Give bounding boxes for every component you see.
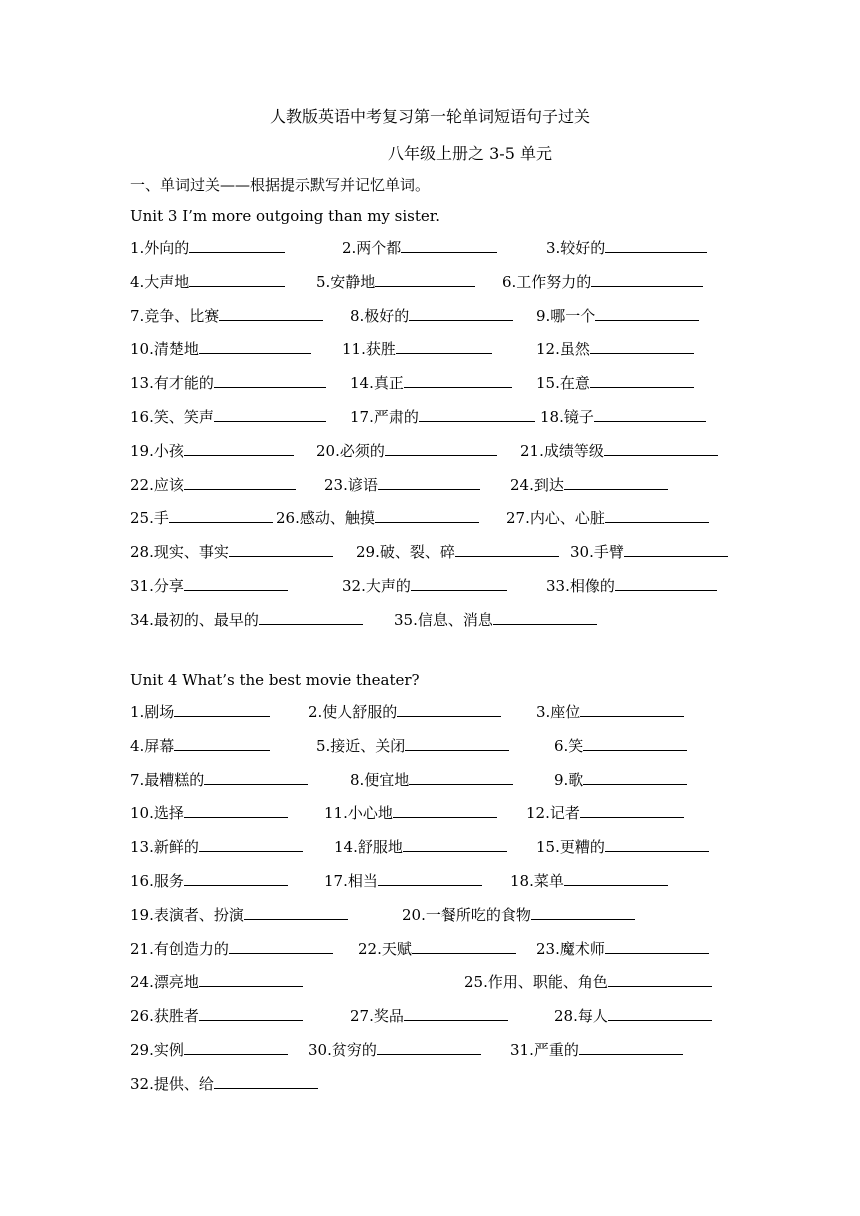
answer-blank[interactable]: [608, 971, 712, 987]
answer-blank[interactable]: [579, 1039, 683, 1055]
answer-blank[interactable]: [199, 1005, 303, 1021]
answer-blank[interactable]: [199, 338, 311, 354]
word-prompt: 7.竞争、比赛: [130, 306, 220, 325]
word-item: [570, 541, 728, 562]
word-prompt: 34.最初的、最早的: [130, 610, 259, 629]
word-item: [554, 735, 687, 756]
word-prompt: 16.服务: [130, 872, 184, 890]
word-item: [130, 769, 308, 790]
word-prompt: 17.相当: [324, 872, 378, 890]
word-item: [130, 1039, 288, 1060]
word-prompt: 4.大声地: [130, 272, 190, 291]
word-item: [316, 440, 497, 461]
answer-blank[interactable]: [419, 406, 535, 422]
word-item: [536, 701, 684, 722]
answer-blank[interactable]: [259, 609, 363, 625]
word-item: [350, 305, 513, 326]
word-prompt: 23.谚语: [324, 475, 378, 494]
word-prompt: 15.更糟的: [536, 838, 605, 857]
answer-blank[interactable]: [174, 701, 270, 717]
word-item: [356, 541, 559, 562]
answer-blank[interactable]: [404, 1005, 508, 1021]
word-prompt: 19.小孩: [130, 441, 184, 460]
answer-blank[interactable]: [605, 507, 709, 523]
word-item: [130, 870, 288, 891]
answer-blank[interactable]: [184, 575, 288, 591]
answer-blank[interactable]: [199, 971, 303, 987]
word-item: [520, 440, 718, 461]
word-prompt: 28.现实、事实: [130, 543, 229, 562]
word-item: [130, 701, 270, 722]
word-prompt: 25.作用、职能、角色: [464, 973, 608, 992]
word-item: [130, 541, 333, 562]
word-item: [324, 802, 497, 823]
word-prompt: 29.破、裂、碎: [356, 543, 455, 562]
word-item: [130, 575, 288, 596]
answer-blank[interactable]: [375, 271, 475, 287]
word-prompt: 32.大声的: [342, 577, 411, 595]
word-prompt: 17.严肃的: [350, 408, 419, 426]
word-prompt: 22.应该: [130, 475, 184, 494]
word-prompt: 31.分享: [130, 577, 184, 595]
word-prompt: 24.到达: [510, 475, 564, 494]
word-prompt: 6.笑: [554, 736, 584, 755]
word-prompt: 10.选择: [130, 804, 184, 823]
word-prompt: 5.接近、关闭: [316, 736, 406, 755]
word-prompt: 16.笑、笑声: [130, 408, 214, 426]
word-item: [130, 440, 294, 461]
word-prompt: 20.一餐所吃的食物: [402, 905, 531, 924]
word-item: [130, 1005, 303, 1026]
word-prompt: 22.天赋: [358, 939, 412, 958]
answer-blank[interactable]: [204, 769, 308, 785]
word-prompt: 5.安静地: [316, 272, 376, 291]
word-item: [510, 474, 668, 495]
word-item: [130, 372, 326, 393]
word-item: [130, 237, 285, 258]
word-prompt: 11.获胜: [342, 340, 396, 359]
answer-blank[interactable]: [403, 836, 507, 852]
word-item: [130, 938, 333, 959]
answer-blank[interactable]: [378, 870, 482, 886]
answer-blank[interactable]: [583, 735, 687, 751]
word-item: [546, 237, 707, 258]
answer-blank[interactable]: [615, 575, 717, 591]
word-item: [130, 735, 270, 756]
answer-blank[interactable]: [229, 541, 333, 557]
word-item: [342, 338, 492, 359]
word-prompt: 30.手臂: [570, 543, 624, 562]
word-prompt: 33.相像的: [546, 577, 615, 595]
answer-blank[interactable]: [605, 237, 707, 253]
word-item: [316, 735, 509, 756]
word-item: [342, 575, 507, 596]
answer-blank[interactable]: [605, 938, 709, 954]
word-item: [308, 1039, 481, 1060]
word-item: [358, 938, 516, 959]
word-prompt: 2.使人舒服的: [308, 703, 398, 721]
word-item: [130, 904, 348, 925]
word-prompt: 21.成绩等级: [520, 441, 604, 460]
word-prompt: 6.工作努力的: [502, 272, 592, 291]
word-prompt: 29.实例: [130, 1041, 184, 1059]
answer-blank[interactable]: [580, 701, 684, 717]
answer-blank[interactable]: [583, 769, 687, 785]
word-item: [526, 802, 684, 823]
answer-blank[interactable]: [564, 870, 668, 886]
answer-blank[interactable]: [594, 406, 706, 422]
word-item: [130, 609, 363, 630]
answer-blank[interactable]: [531, 904, 635, 920]
answer-blank[interactable]: [377, 1039, 481, 1055]
unit3-heading: Unit 3 I’m more outgoing than my sister.: [130, 207, 441, 225]
word-prompt: 14.真正: [350, 374, 404, 393]
word-item: [316, 271, 475, 292]
answer-blank[interactable]: [174, 735, 270, 751]
word-item: [536, 338, 694, 359]
answer-blank[interactable]: [590, 338, 694, 354]
word-item: [536, 305, 699, 326]
answer-blank[interactable]: [378, 474, 480, 490]
word-prompt: 18.菜单: [510, 872, 564, 890]
word-prompt: 12.虽然: [536, 340, 590, 359]
answer-blank[interactable]: [184, 440, 294, 456]
answer-blank[interactable]: [169, 507, 273, 523]
word-item: [130, 305, 323, 326]
answer-blank[interactable]: [604, 440, 718, 456]
word-item: [502, 271, 703, 292]
answer-blank[interactable]: [375, 507, 479, 523]
word-prompt: 30.贫穷的: [308, 1041, 377, 1059]
word-prompt: 2.两个都: [342, 239, 402, 257]
answer-blank[interactable]: [184, 870, 288, 886]
word-prompt: 21.有创造力的: [130, 939, 229, 958]
word-item: [464, 971, 712, 992]
word-prompt: 3.较好的: [546, 239, 606, 257]
word-item: [342, 237, 497, 258]
answer-blank[interactable]: [624, 541, 728, 557]
word-prompt: 32.提供、给: [130, 1074, 214, 1093]
word-prompt: 3.座位: [536, 703, 581, 721]
answer-blank[interactable]: [385, 440, 497, 456]
answer-blank[interactable]: [184, 802, 288, 818]
word-prompt: 28.每人: [554, 1007, 608, 1026]
word-item: [394, 609, 597, 630]
answer-blank[interactable]: [409, 305, 513, 321]
word-item: [130, 338, 311, 359]
word-prompt: 10.清楚地: [130, 340, 199, 359]
word-prompt: 18.镜子: [540, 408, 594, 426]
word-item: [130, 271, 285, 292]
word-prompt: 31.严重的: [510, 1041, 579, 1059]
word-prompt: 20.必须的: [316, 441, 385, 460]
word-item: [540, 406, 706, 427]
answer-blank[interactable]: [214, 406, 326, 422]
answer-blank[interactable]: [214, 1073, 318, 1089]
answer-blank[interactable]: [184, 1039, 288, 1055]
word-item: [536, 372, 694, 393]
answer-blank[interactable]: [580, 802, 684, 818]
word-item: [536, 938, 709, 959]
answer-blank[interactable]: [493, 609, 597, 625]
word-prompt: 8.便宜地: [350, 770, 410, 789]
answer-blank[interactable]: [411, 575, 507, 591]
word-item: [130, 836, 303, 857]
word-prompt: 26.感动、触摸: [276, 509, 375, 528]
word-prompt: 26.获胜者: [130, 1007, 199, 1026]
answer-blank[interactable]: [564, 474, 668, 490]
word-item: [276, 507, 479, 528]
word-prompt: 15.在意: [536, 374, 590, 393]
answer-blank[interactable]: [405, 735, 509, 751]
answer-blank[interactable]: [455, 541, 559, 557]
unit4-heading: Unit 4 What’s the best movie theater?: [130, 671, 420, 689]
word-prompt: 24.漂亮地: [130, 973, 199, 992]
word-item: [130, 406, 326, 427]
word-item: [554, 769, 687, 790]
word-item: [130, 507, 273, 528]
word-prompt: 1.剧场: [130, 703, 175, 721]
answer-blank[interactable]: [404, 372, 512, 388]
answer-blank[interactable]: [401, 237, 497, 253]
word-item: [350, 406, 535, 427]
answer-blank[interactable]: [244, 904, 348, 920]
answer-blank[interactable]: [590, 372, 694, 388]
answer-blank[interactable]: [219, 305, 323, 321]
word-prompt: 14.舒服地: [334, 838, 403, 857]
answer-blank[interactable]: [397, 701, 501, 717]
word-item: [334, 836, 507, 857]
word-item: [350, 1005, 508, 1026]
word-prompt: 4.屏幕: [130, 736, 175, 755]
word-prompt: 9.哪一个: [536, 306, 596, 325]
word-item: [308, 701, 501, 722]
worksheet-title: 人教版英语中考复习第一轮单词短语句子过关: [269, 107, 590, 126]
answer-blank[interactable]: [608, 1005, 712, 1021]
word-item: [506, 507, 709, 528]
word-prompt: 13.新鲜的: [130, 838, 199, 857]
word-item: [554, 1005, 712, 1026]
word-prompt: 7.最糟糕的: [130, 770, 205, 789]
answer-blank[interactable]: [189, 237, 285, 253]
answer-blank[interactable]: [605, 836, 709, 852]
answer-blank[interactable]: [229, 938, 333, 954]
word-item: [536, 836, 709, 857]
word-item: [402, 904, 635, 925]
word-item: [350, 769, 513, 790]
word-item: [324, 474, 480, 495]
word-prompt: 23.魔术师: [536, 939, 605, 958]
word-prompt: 25.手: [130, 509, 169, 528]
word-prompt: 1.外向的: [130, 239, 190, 257]
word-item: [510, 1039, 683, 1060]
word-item: [324, 870, 482, 891]
word-prompt: 9.歌: [554, 770, 584, 789]
answer-blank[interactable]: [595, 305, 699, 321]
section-heading: 一、单词过关——根据提示默写并记忆单词。: [130, 176, 431, 194]
word-item: [130, 1073, 318, 1094]
answer-blank[interactable]: [591, 271, 703, 287]
word-prompt: 12.记者: [526, 804, 580, 823]
word-prompt: 11.小心地: [324, 804, 393, 823]
word-prompt: 8.极好的: [350, 306, 410, 325]
word-item: [130, 971, 303, 992]
answer-blank[interactable]: [199, 836, 303, 852]
answer-blank[interactable]: [409, 769, 513, 785]
answer-blank[interactable]: [412, 938, 516, 954]
answer-blank[interactable]: [184, 474, 296, 490]
word-item: [130, 802, 288, 823]
word-prompt: 13.有才能的: [130, 374, 214, 393]
word-item: [546, 575, 717, 596]
word-prompt: 19.表演者、扮演: [130, 905, 244, 924]
word-item: [510, 870, 668, 891]
word-prompt: 27.奖品: [350, 1007, 404, 1026]
answer-blank[interactable]: [393, 802, 497, 818]
answer-blank[interactable]: [214, 372, 326, 388]
answer-blank[interactable]: [189, 271, 285, 287]
word-prompt: 27.内心、心脏: [506, 509, 605, 528]
word-item: [350, 372, 512, 393]
word-item: [130, 474, 296, 495]
answer-blank[interactable]: [396, 338, 492, 354]
worksheet-subtitle: 八年级上册之 3-5 单元: [388, 144, 552, 163]
word-prompt: 35.信息、消息: [394, 610, 493, 629]
